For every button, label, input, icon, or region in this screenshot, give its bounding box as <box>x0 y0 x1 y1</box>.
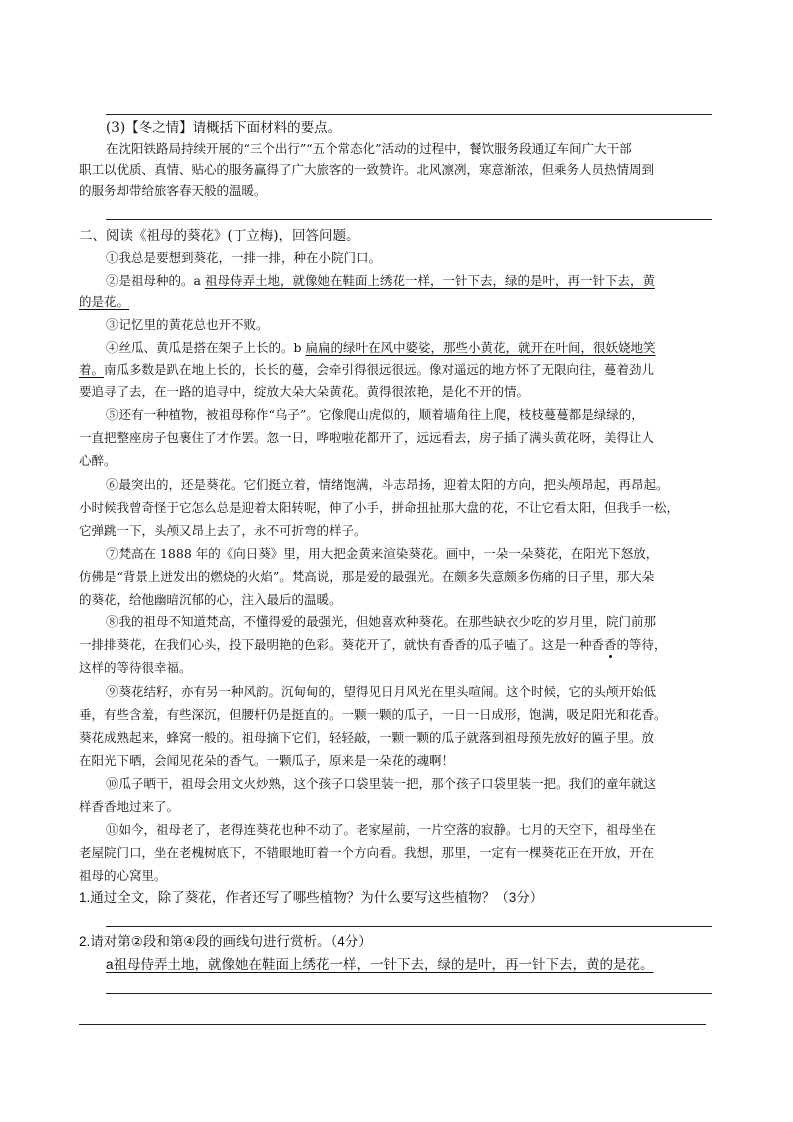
answer-line <box>106 993 712 994</box>
paragraph-10: 样香香地过来了。 <box>79 799 180 814</box>
paragraph-11: 老屋院门口，坐在老槐树底下，不错眼地盯着一个方向看。我想，那里，一定有一棵葵花正在开放，开在 <box>79 845 655 860</box>
answer-line <box>106 219 712 220</box>
paragraph-6: 它弹跳一下，头颅又昂上去了，永不可折弯的样子。 <box>79 523 367 538</box>
quoted-underlined-sentence: a祖母侍弄土地，就像她在鞋面上绣花一样，一针下去，绿的是叶，再一针下去，黄的是花。 <box>106 957 654 972</box>
paragraph-11: 祖母的心窝里。 <box>79 868 167 883</box>
underlined-sentence-a-end: 的是花。 <box>79 294 130 309</box>
paragraph-11: ⑪如今，祖母老了，老得连葵花也种不动了。老家屋前，一片空落的寂静。七月的天空下，祖母坐在 <box>106 822 657 837</box>
paragraph-8: 这样的等待很幸福。 <box>79 660 192 675</box>
section-heading: 二、阅读《祖母的葵花》(丁立梅)，回答问题。 <box>79 228 360 244</box>
paragraph-9: ⑨葵花结籽，亦有另一种风韵。沉甸甸的，望得见日月风光在里头喧闹。这个时候，它的头颅开始低 <box>106 684 657 699</box>
paragraph-9: 在阳光下晒，会闻见花朵的香气。一颗瓜子，原来是一朵花的魂啊！ <box>79 753 455 768</box>
material-line: 职工以优质、真情、贴心的服务赢得了广大旅客的一致赞许。北风凛冽，寒意渐浓，但乘务人员热情周到 <box>79 162 655 177</box>
paragraph-7: ⑦梵高在 1888 年的《向日葵》里，用大把金黄来渲染葵花。画中，一朵一朵葵花，在阳光下怒放， <box>106 546 659 561</box>
question-2: 2.请对第②段和第④段的画线句进行赏析。（4分） <box>79 934 372 949</box>
underlined-sentence-a: 祖母侍弄土地，就像她在鞋面上绣花一样，一针下去，绿的是叶，再一针下去，黄 <box>204 273 655 288</box>
emphasis-dotted-word: 香香的 <box>591 637 630 652</box>
paragraph-6: 小时候我曾奇怪于它怎么总是迎着太阳转呢，伸了小手，拼命扭扯那大盘的花，不让它看太阳，但我手一松， <box>79 500 680 515</box>
paragraph-7: 的葵花，给他幽暗沉郁的心，注入最后的温暖。 <box>79 592 342 607</box>
paragraph-4-text: 南瓜多数是趴在地上长的，长长的蔓，会牵引得很远很远。像对遥远的地方怀了无限向往，蔓着劲儿 <box>104 362 655 377</box>
paragraph-4-cont: 要追寻了去，在一路的追寻中，绽放大朵大朵黄花。黄得很浓艳，是化不开的情。 <box>79 384 530 399</box>
paragraph-2-cont <box>79 293 129 311</box>
question-1: 1.通过全文，除了葵花，作者还写了哪些植物？为什么要写这些植物？（3分） <box>79 890 544 905</box>
paragraph-9: 葵花成熟起来，蜂窝一般的。祖母摘下它们，轻轻敲，一颗一颗的瓜子就落到祖母预先放好的匾子里。放 <box>79 730 655 745</box>
paragraph-5: 一直把整座房子包裹住了才作罢。忽一日，哗啦啦花都开了，远远看去，房子插了满头黄花呀，美得让人 <box>79 430 655 445</box>
paragraph-3: ③记忆里的黄花总也开不败。 <box>106 317 269 332</box>
paragraph-2 <box>106 272 655 290</box>
paragraph-8-text: 等待， <box>629 637 667 652</box>
underlined-sentence-b: 扁扁的绿叶在风中婆娑，那些小黄花，就开在叶间，很妖娆地笑 <box>305 340 656 355</box>
paragraph-5: 心醉。 <box>79 453 117 468</box>
paragraph-8 <box>79 636 667 654</box>
paragraph-8-text: 一排排葵花，在我们心头，投下最明艳的色彩。葵花开了，就快有香香的瓜子嗑了。这是一种 <box>79 637 592 652</box>
paragraph-7: 仿佛是“背景上迸发出的燃烧的火焰”。梵高说，那是爱的最强光。在颇多失意颇多伤痛的日子里，那大朵 <box>79 569 655 584</box>
paragraph-4-cont <box>79 361 654 379</box>
question-2-sentence <box>106 956 654 974</box>
paragraph-6: ⑥最突出的，还是葵花。它们挺立着，情绪饱满，斗志昂扬，迎着太阳的方向，把头颅昂起，再昂起。 <box>106 477 669 492</box>
answer-line <box>106 114 712 115</box>
paragraph-1: ①我总是要想到葵花，一排一排，种在小院门口。 <box>106 250 382 265</box>
answer-line <box>106 926 712 927</box>
paragraph-4 <box>106 339 656 357</box>
paragraph-4-lead: ④丝瓜、黄瓜是搭在架子上长的。b <box>106 340 306 355</box>
question-3-label: (3)【冬之情】请概括下面材料的要点。 <box>106 120 342 136</box>
underlined-sentence-b-end: 着。 <box>79 362 105 377</box>
answer-line <box>79 1024 706 1025</box>
material-line: 在沈阳铁路局持续开展的“三个出行”“五个常态化”活动的过程中，餐饮服务段通辽车间广大干部 <box>106 141 632 156</box>
paragraph-9: 垂，有些含羞，有些深沉，但腰杆仍是挺直的。一颗一颗的瓜子，一日一日成形，饱满，吸足阳光和花香。 <box>79 707 667 722</box>
paragraph-8: ⑧我的祖母不知道梵高，不懂得爱的最强光，但她喜欢种葵花。在那些缺衣少吃的岁月里，院门前那 <box>106 614 657 629</box>
paragraph-10: ⑩瓜子晒干，祖母会用文火炒熟，这个孩子口袋里装一把，那个孩子口袋里装一把。我们的童年就这 <box>106 776 657 791</box>
paragraph-2-lead: ②是祖母种的。a <box>106 273 205 288</box>
paragraph-5: ⑤还有一种植物，被祖母称作“乌子”。它像爬山虎似的，顺着墙角往上爬，枝枝蔓蔓都是绿绿的， <box>106 407 644 422</box>
material-line: 的服务却带给旅客春天般的温暖。 <box>79 183 267 198</box>
